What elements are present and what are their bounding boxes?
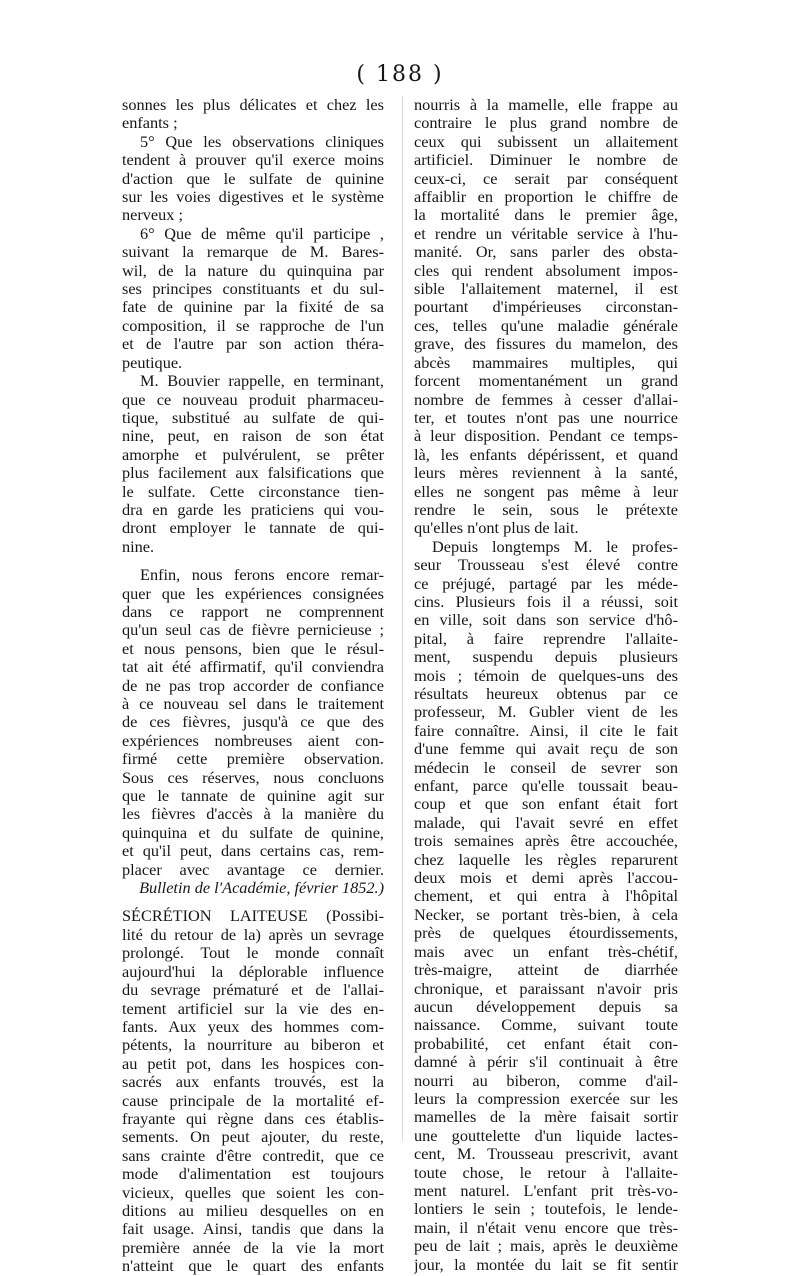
text-line: damné à périr s'il continuait à être — [414, 1053, 678, 1072]
text-line: chez laquelle les règles reparurent — [414, 850, 678, 869]
text-line: toute chose, le retour à l'allaite- — [414, 1163, 678, 1182]
text-line: du sevrage prématuré et de l'allai- — [122, 981, 384, 1000]
text-line: près de quelques étourdissements, — [414, 924, 678, 943]
text-line: nerveux ; — [122, 206, 184, 225]
text-line: sonnes les plus délicates et chez les — [122, 96, 384, 114]
text-line: et rendre un véritable service à l'hu- — [414, 224, 678, 243]
text-line: tement artificiel sur la vie des en- — [122, 999, 384, 1018]
text-line: leurs la compression exercée sur les — [414, 1089, 678, 1108]
text-line: ce préjugé, partagé par les méde- — [414, 574, 678, 593]
text-line: et qu'il peut, dans certains cas, rem- — [122, 842, 384, 861]
text-line: mamelles de la mère faisait sortir — [414, 1108, 678, 1127]
text-line: chronique, et paraissant n'avoir pris — [414, 979, 678, 998]
text-line: très-maigre, atteint de diarrhée — [414, 961, 678, 980]
text-line: fants. Aux yeux des hommes com- — [122, 1017, 384, 1036]
text-line: abcès mammaires multiples, qui — [414, 353, 678, 372]
text-line: expériences nombreuses aient con- — [122, 731, 384, 750]
text-line: que ce nouveau produit pharmaceu- — [122, 390, 384, 409]
text-line: cause principale de la mortalité ef- — [122, 1091, 384, 1110]
text-line: tique, substitué au sulfate de qui- — [122, 408, 384, 427]
text-line: Sous ces réserves, nous concluons — [122, 768, 384, 787]
text-line: fate de quinine par la fixité de sa — [122, 298, 384, 317]
text-line: les fièvres d'accès à la manière du — [122, 805, 384, 824]
column-divider — [402, 96, 403, 1141]
text-line: mois ; témoin de quelques-uns des — [414, 666, 678, 685]
text-line: mode d'alimentation est toujours — [122, 1165, 384, 1184]
text-line: nourri au biberon, comme d'ail- — [414, 1071, 678, 1090]
text-line: à leur disposition. Pendant ce temps- — [414, 427, 678, 446]
text-line: mais avec un enfant très-chétif, — [414, 942, 678, 961]
text-line: deux mois et demi après l'accou- — [414, 869, 678, 888]
text-line: quinquina et du sulfate de quinine, — [122, 823, 384, 842]
text-line: et de l'autre par son action théra- — [122, 335, 384, 354]
text-line: plus facilement aux falsifications que — [122, 464, 384, 483]
text-line: sur les voies digestives et le système — [122, 188, 384, 207]
text-line: leurs mères reviennent à la santé, — [414, 464, 678, 483]
text-line: M. Bouvier rappelle, en terminant, — [140, 372, 384, 391]
text-line: seur Trousseau s'est élevé contre — [414, 556, 678, 575]
text-line: professeur, M. Gubler vient de les — [414, 703, 678, 722]
text-line: elles ne songent pas même à leur — [414, 482, 678, 501]
text-line: 5° Que les observations cliniques — [140, 132, 384, 151]
text-line: la mortalité dans le premier âge, — [414, 206, 678, 225]
text-line: faire connaître. Ainsi, il cite le fait — [414, 721, 678, 740]
text-line: première année de la vie la mort — [122, 1238, 384, 1257]
text-line: prolongé. Tout le monde connaît — [122, 944, 384, 963]
text-line: fait usage. Ainsi, tandis que dans la — [122, 1220, 384, 1239]
text-line: à ce nouveau sel dans le traitement — [122, 695, 384, 713]
text-line: malade, qui l'avait sevré en effet — [414, 813, 678, 832]
text-line: ceux-ci, ce serait par conséquent — [414, 169, 678, 188]
text-line: aujourd'hui la déplorable influence — [122, 962, 384, 981]
text-line: sements. On peut ajouter, du reste, — [122, 1128, 384, 1147]
text-line: affaiblir en proportion le chiffre de — [414, 188, 678, 207]
text-line: ment, suspendu depuis plusieurs — [414, 648, 678, 667]
text-line: artificiel. Diminuer le nombre de — [414, 151, 678, 170]
text-line: cins. Plusieurs fois il a réussi, soit — [414, 592, 678, 611]
text-line: nine. — [122, 537, 155, 556]
text-line: pourtant d'impérieuses circonstan- — [414, 298, 678, 317]
text-line: d'action que le sulfate de quinine — [122, 169, 384, 188]
text-line: que le tannate de quinine agit sur — [122, 787, 384, 806]
text-line: le sulfate. Cette circonstance tien- — [122, 482, 384, 501]
text-line: forcent momentanément un grand — [414, 372, 678, 391]
text-line: une gouttelette d'un liquide lactes- — [414, 1126, 678, 1145]
text-line: coup et que son enfant était fort — [414, 795, 678, 814]
text-line: naissance. Comme, suivant toute — [414, 1016, 678, 1035]
text-line: sacrés aux enfants trouvés, est la — [122, 1073, 384, 1092]
text-line: pétents, la nourriture au biberon et — [122, 1036, 384, 1055]
paragraph-gap — [122, 897, 384, 907]
text-line: frayante qui règne dans ces établis- — [122, 1109, 384, 1128]
text-line: jour, la montée du lait se fit sentir — [414, 1255, 678, 1274]
text-line: de ne pas trop accorder de confiance — [122, 676, 384, 695]
text-line: SÉCRÉTION LAITEUSE (Possibi- — [122, 907, 384, 926]
text-line: probabilité, cet enfant était con- — [414, 1034, 678, 1053]
text-line: pital, à faire reprendre l'allaite- — [414, 629, 678, 648]
text-line: quer que les expériences consignées — [122, 584, 384, 603]
text-line: 6° Que de même qu'il participe , — [140, 224, 384, 243]
text-line: tendent à prouver qu'il exerce moins — [122, 151, 384, 170]
text-line: rendre le sein, sous le prétexte — [414, 500, 678, 519]
left-column — [122, 96, 384, 1276]
text-line: nourris à la mamelle, elle frappe au — [414, 96, 678, 114]
text-line: peu de lait ; mais, après le deuxième — [414, 1237, 678, 1256]
text-line: amorphe et pulvérulent, se prêter — [122, 445, 384, 464]
text-line: Necker, se portant très-bien, à cela — [414, 905, 678, 924]
text-line: ditions au milieu desquelles on en — [122, 1201, 384, 1220]
text-line: dront employer le tannate de qui- — [122, 519, 384, 538]
text-line: peutique. — [122, 353, 183, 372]
text-line: lontiers le sein ; toutefois, le lende- — [414, 1200, 678, 1219]
text-line: manité. Or, sans parler des obsta- — [414, 243, 678, 262]
text-line: Enfin, nous ferons encore remar- — [140, 566, 384, 585]
text-line: suivant la remarque de M. Bares- — [122, 243, 384, 262]
text-line: dans ce rapport ne comprennent — [122, 602, 384, 621]
text-line: trois semaines après être accouchée, — [414, 832, 678, 851]
text-line: ceux qui subissent un allaitement — [414, 132, 678, 151]
text-line: qu'un seul cas de fièvre pernicieuse ; — [122, 621, 384, 640]
text-line: Bulletin de l'Académie, février 1852.) — [139, 879, 384, 898]
text-line: médecin le conseil de sevrer son — [414, 758, 678, 777]
text-line: ter, et toutes n'ont pas une nourrice — [414, 408, 678, 427]
text-line: lité du retour de la) après un sevrage — [122, 925, 384, 944]
text-line: ment naturel. L'enfant prit très-vo- — [414, 1181, 678, 1200]
text-line: nombre de femmes à cesser d'allai- — [414, 390, 678, 409]
text-line: dra en garde les praticiens qui vou- — [122, 500, 384, 519]
text-line: ces, telles qu'une maladie générale — [414, 316, 678, 335]
text-line: aucun développement depuis sa — [414, 997, 678, 1016]
text-line: et nous pensons, bien que le résul- — [122, 639, 384, 658]
text-line: enfant, parce qu'elle toussait beau- — [414, 777, 678, 796]
text-line: cles qui rendent absolument impos- — [414, 261, 678, 280]
text-line: là, les enfants dépérissent, et quand — [414, 445, 678, 464]
text-line: au petit pot, dans les hospices con- — [122, 1054, 384, 1073]
text-line: résultats heureux obtenus par ce — [414, 685, 678, 703]
right-column — [414, 96, 678, 1274]
text-line: d'une femme qui avait reçu de son — [414, 740, 678, 759]
text-line: wil, de la nature du quinquina par — [122, 261, 384, 280]
text-line: en ville, soit dans son service d'hô- — [414, 611, 678, 630]
text-line: cent, M. Trousseau prescrivit, avant — [414, 1145, 678, 1164]
text-line: Depuis longtemps M. le profes- — [432, 537, 678, 556]
paragraph-gap — [122, 556, 384, 566]
text-line: main, il n'était venu encore que très- — [414, 1218, 678, 1237]
text-line: contraire le plus grand nombre de — [414, 114, 678, 133]
text-line: sans crainte d'être contredit, que ce — [122, 1146, 384, 1165]
text-line: n'atteint que le quart des enfants — [122, 1257, 384, 1276]
text-line: vicieux, quelles que soient les con- — [122, 1183, 384, 1202]
text-line: ses principes constituants et du sul- — [122, 280, 384, 299]
text-line: nine, peut, en raison de son état — [122, 427, 384, 446]
page-number: ( 188 ) — [356, 62, 444, 87]
text-line: firmé cette première observation. — [122, 750, 384, 769]
text-line: qu'elles n'ont plus de lait. — [414, 519, 579, 538]
text-line: de ces fièvres, jusqu'à ce que des — [122, 713, 384, 732]
text-line: tat ait été affirmatif, qu'il conviendra — [122, 658, 384, 677]
text-line: grave, des fissures du mamelon, des — [414, 335, 678, 354]
text-line: placer avec avantage ce dernier. — [122, 860, 384, 879]
text-line: composition, il se rapproche de l'un — [122, 316, 384, 335]
text-line: chement, et qui entra à l'hôpital — [414, 887, 678, 906]
text-line: sible l'allaitement maternel, il est — [414, 280, 678, 299]
text-line: enfants ; — [122, 114, 178, 133]
